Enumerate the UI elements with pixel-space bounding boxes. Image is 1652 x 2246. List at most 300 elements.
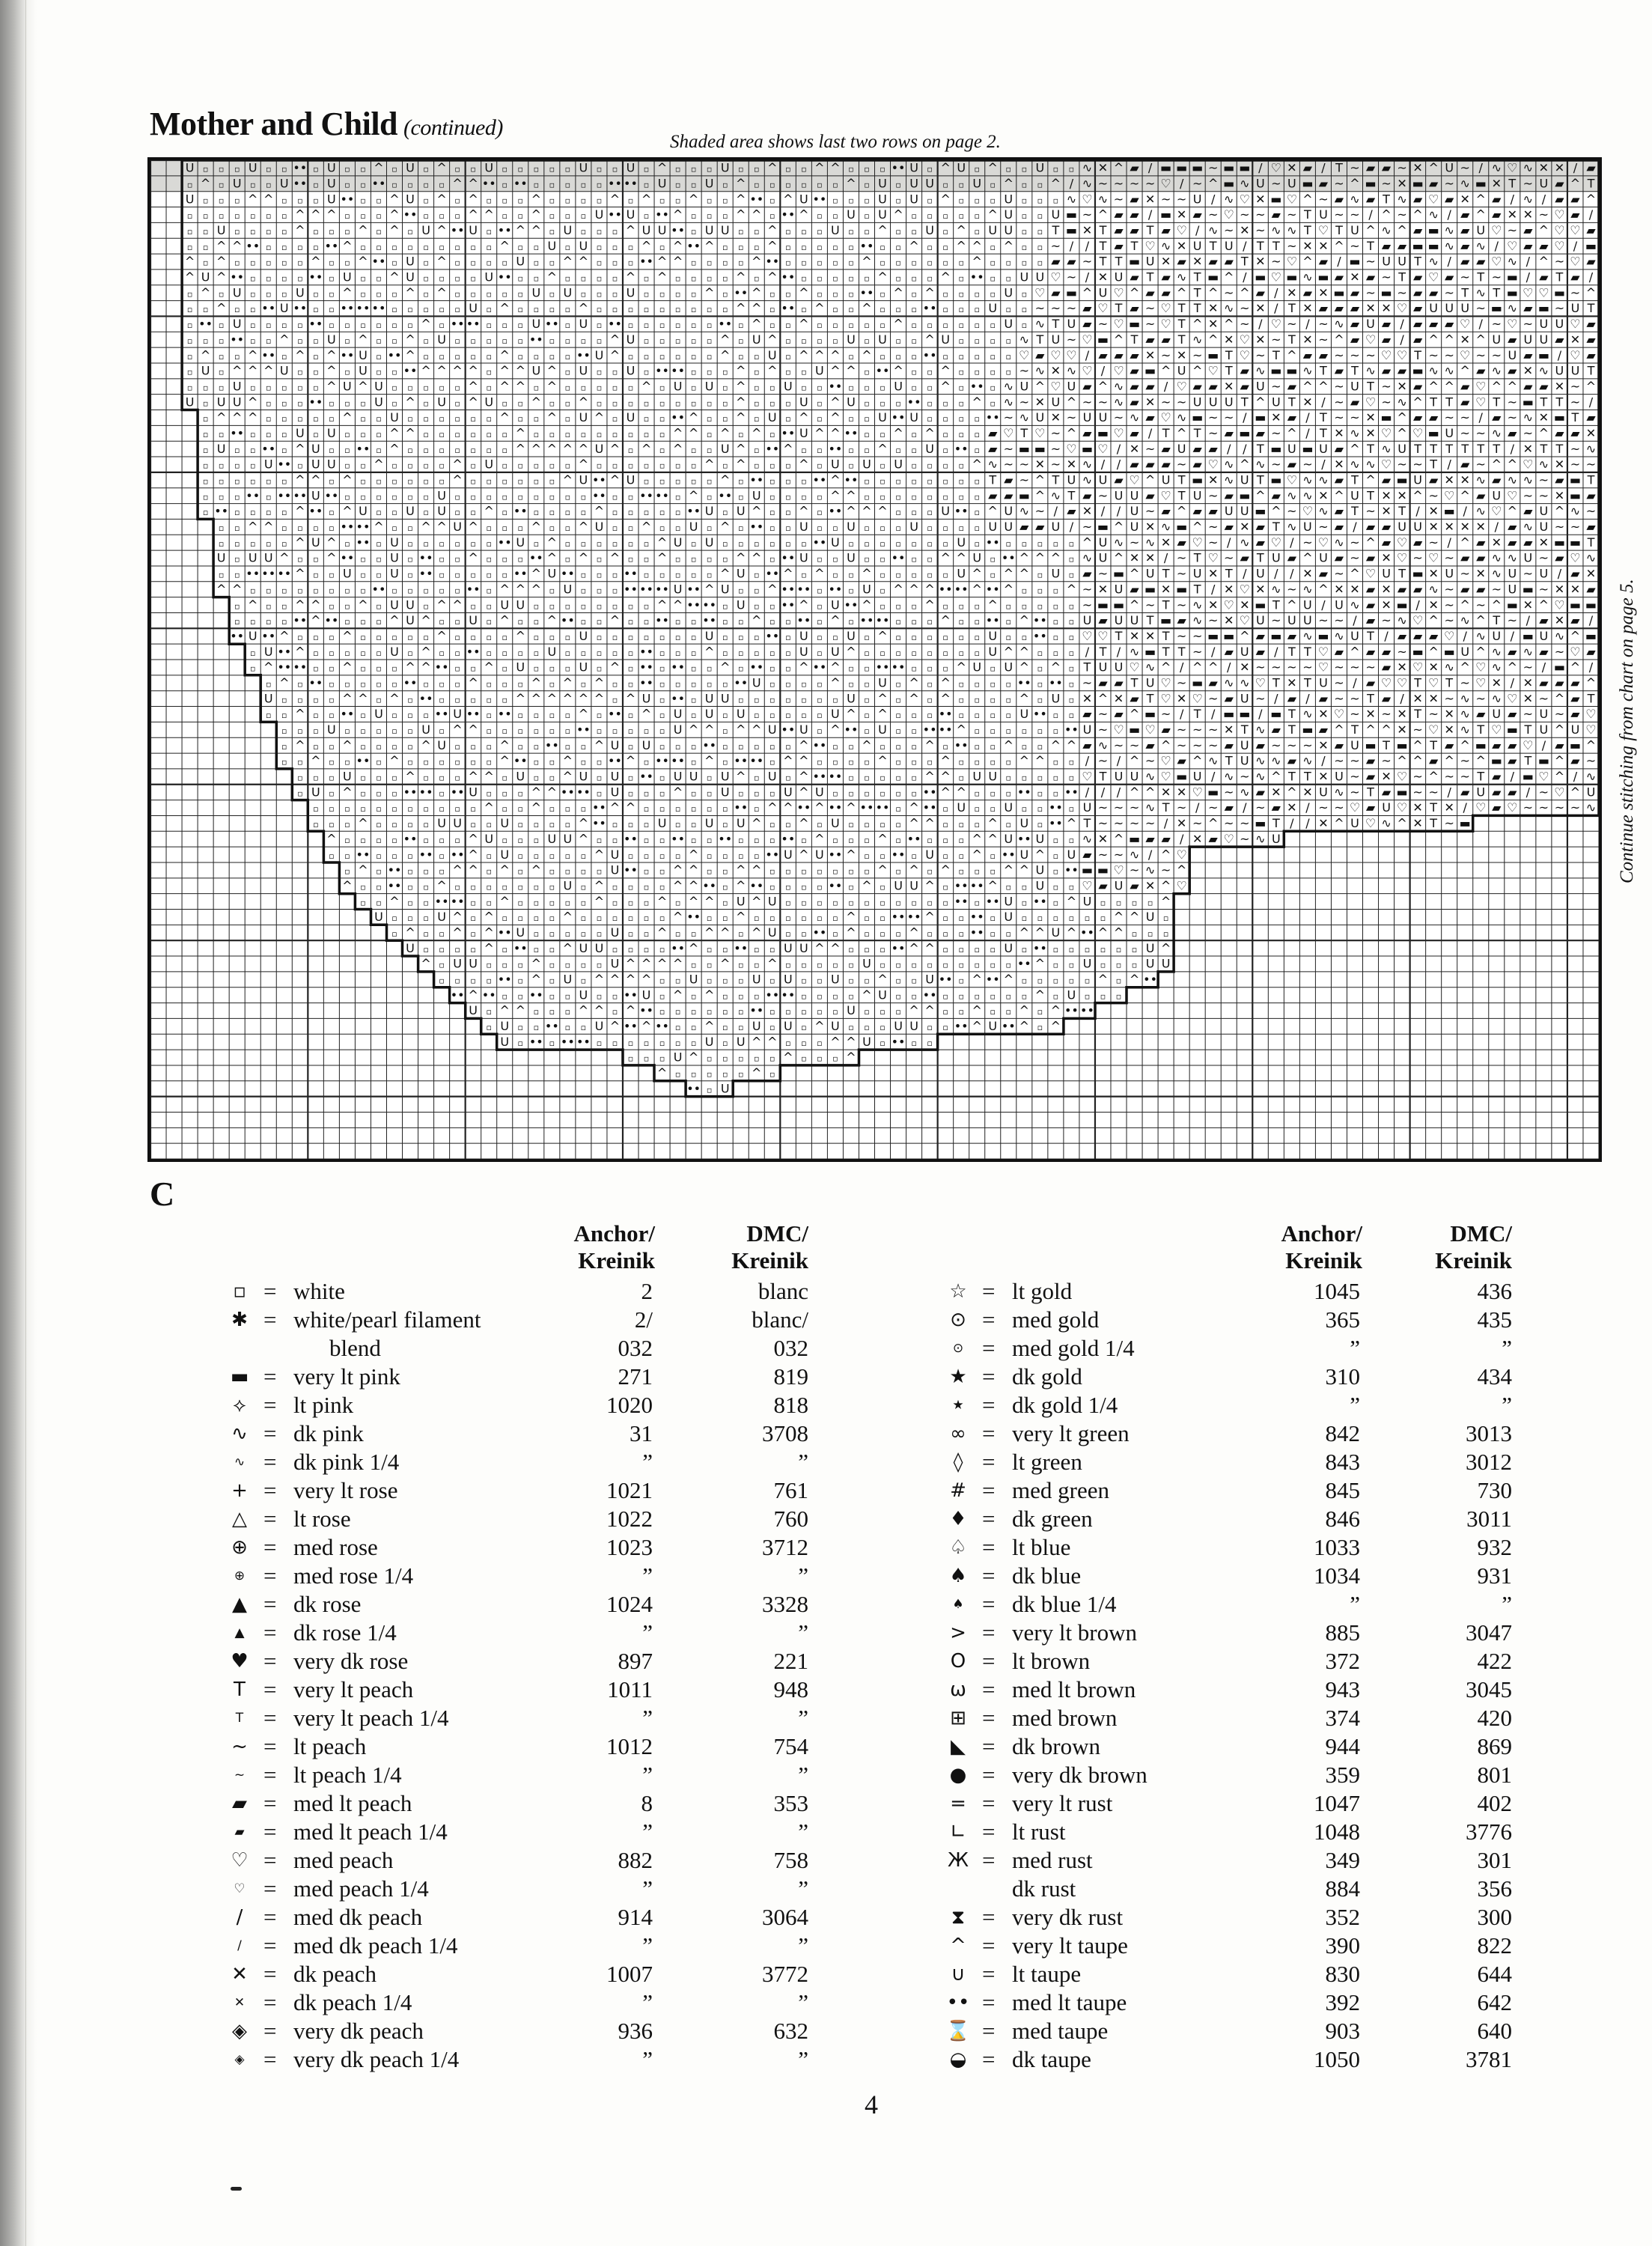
svg-text:U: U <box>579 987 588 1002</box>
svg-text:▫: ▫ <box>612 820 618 830</box>
svg-text:▫: ▫ <box>722 991 728 1002</box>
svg-text:▫: ▫ <box>754 695 760 705</box>
svg-text:^: ^ <box>1585 379 1597 394</box>
svg-text:^: ^ <box>877 831 888 846</box>
svg-text:▫: ▫ <box>580 570 587 580</box>
svg-text:▫: ▫ <box>549 804 555 815</box>
svg-text:U: U <box>689 972 698 987</box>
svg-text:▫: ▫ <box>1021 976 1028 986</box>
svg-text:▫: ▫ <box>502 663 508 674</box>
svg-text:♡: ♡ <box>1082 332 1093 347</box>
svg-text:▫: ▫ <box>880 1007 886 1017</box>
svg-text:U: U <box>626 332 635 347</box>
svg-text:▫: ▫ <box>360 570 366 580</box>
svg-text:U: U <box>799 520 808 535</box>
svg-text:U: U <box>594 520 604 535</box>
svg-text:~: ~ <box>1224 816 1234 831</box>
svg-text:▬: ▬ <box>1317 628 1329 643</box>
svg-text:^: ^ <box>909 1003 919 1018</box>
svg-text:~: ~ <box>1097 800 1109 815</box>
svg-text:♡: ♡ <box>1207 457 1219 472</box>
svg-text:∿: ∿ <box>1129 644 1140 659</box>
svg-text:••: •• <box>466 707 481 722</box>
svg-text:••: •• <box>356 520 371 535</box>
svg-text:^: ^ <box>752 613 762 628</box>
svg-text:▫: ▫ <box>297 383 303 393</box>
svg-text:▫: ▫ <box>754 648 760 658</box>
svg-text:▰: ▰ <box>1365 769 1376 784</box>
svg-text:▫: ▫ <box>880 960 886 970</box>
svg-text:U: U <box>579 238 588 253</box>
svg-text:U: U <box>311 441 320 456</box>
svg-text:••: •• <box>891 847 906 862</box>
svg-text:▫: ▫ <box>659 523 665 534</box>
svg-text:^: ^ <box>736 207 746 222</box>
svg-text:▫: ▫ <box>722 632 728 642</box>
svg-text:▫: ▫ <box>549 866 555 877</box>
svg-text:▰: ▰ <box>1208 504 1218 519</box>
svg-text:~: ~ <box>1334 691 1344 706</box>
svg-text:^: ^ <box>1397 425 1407 440</box>
svg-text:▫: ▫ <box>942 460 948 471</box>
dmc-number: 818 <box>773 1392 808 1418</box>
svg-text:^: ^ <box>846 910 856 925</box>
svg-text:▫: ▫ <box>864 944 870 955</box>
svg-text:~: ~ <box>1570 800 1581 815</box>
svg-text:▫: ▫ <box>439 445 445 455</box>
svg-text:▫: ▫ <box>958 414 964 424</box>
svg-text:▫: ▫ <box>1068 632 1075 642</box>
svg-text:^: ^ <box>1412 207 1423 222</box>
svg-text:▫: ▫ <box>659 289 665 299</box>
svg-text:^: ^ <box>1287 785 1297 800</box>
svg-text:▫: ▫ <box>880 242 886 252</box>
svg-text:/: / <box>1116 753 1121 768</box>
svg-text:~: ~ <box>1507 613 1518 628</box>
svg-text:^: ^ <box>924 737 935 752</box>
svg-text:^: ^ <box>358 816 368 831</box>
svg-text:✕: ✕ <box>1255 254 1266 269</box>
svg-text:/: / <box>1305 816 1310 831</box>
svg-text:~: ~ <box>1334 753 1344 768</box>
svg-text:▫: ▫ <box>1068 882 1075 892</box>
svg-text:▰: ▰ <box>1161 223 1171 238</box>
svg-text:▫: ▫ <box>549 351 555 362</box>
svg-text:♡: ♡ <box>1365 395 1377 410</box>
svg-text:✕: ✕ <box>1129 441 1140 456</box>
svg-text:U: U <box>263 550 273 565</box>
svg-text:▫: ▫ <box>360 195 366 206</box>
svg-text:▫: ▫ <box>407 570 413 580</box>
svg-text:^: ^ <box>1460 597 1470 612</box>
svg-text:▫: ▫ <box>627 242 634 252</box>
svg-text:▫: ▫ <box>864 976 870 986</box>
equals-sign: = <box>982 1762 996 1788</box>
svg-text:▫: ▫ <box>266 429 272 439</box>
svg-text:✕: ✕ <box>1428 691 1439 706</box>
svg-text:∿: ∿ <box>1003 379 1014 394</box>
svg-text:U: U <box>673 722 683 737</box>
svg-text:▰: ▰ <box>1334 550 1344 565</box>
svg-text:▰: ▰ <box>1492 785 1502 800</box>
svg-text:T: T <box>1083 660 1091 675</box>
svg-text:✕: ✕ <box>1160 254 1171 269</box>
svg-text:♡: ♡ <box>1380 425 1392 440</box>
svg-text:✕: ✕ <box>1444 520 1454 535</box>
svg-text:^: ^ <box>940 862 951 877</box>
svg-text:▫: ▫ <box>927 695 933 705</box>
svg-text:^: ^ <box>1066 894 1077 909</box>
svg-text:▫: ▫ <box>690 445 697 455</box>
svg-text:▰: ▰ <box>1145 285 1155 300</box>
svg-text:▰: ▰ <box>1539 270 1549 284</box>
svg-text:▫: ▫ <box>1037 1023 1043 1033</box>
svg-text:▫: ▫ <box>1021 258 1028 268</box>
svg-text:/: / <box>1211 192 1216 207</box>
svg-text:▫: ▫ <box>580 508 587 518</box>
svg-text:U: U <box>1130 613 1139 628</box>
svg-text:▫: ▫ <box>612 460 618 471</box>
svg-text:^: ^ <box>499 379 510 394</box>
svg-text:^: ^ <box>1034 472 1046 487</box>
svg-text:▫: ▫ <box>360 741 366 752</box>
color-name: med lt taupe <box>1012 1989 1127 2015</box>
svg-text:▫: ▫ <box>454 305 460 315</box>
svg-text:••: •• <box>450 987 465 1002</box>
svg-text:▰: ▰ <box>1570 425 1580 440</box>
svg-text:▫: ▫ <box>391 242 397 252</box>
svg-text:▫: ▫ <box>769 554 775 564</box>
svg-text:∿: ∿ <box>1302 472 1313 487</box>
svg-text:/: / <box>1384 628 1389 643</box>
svg-text:U: U <box>988 301 998 316</box>
svg-text:▫: ▫ <box>817 398 823 409</box>
svg-text:∿: ∿ <box>1255 831 1266 846</box>
svg-text:~: ~ <box>1585 504 1597 519</box>
key-row <box>225 1932 823 1960</box>
svg-text:✕: ✕ <box>1318 707 1329 722</box>
svg-text:~: ~ <box>1350 660 1360 675</box>
svg-text:▫: ▫ <box>706 554 713 564</box>
svg-text:▫: ▫ <box>329 788 335 799</box>
svg-text:▫: ▫ <box>911 710 917 721</box>
svg-text:▫: ▫ <box>281 398 287 409</box>
equals-icon: = <box>950 1792 966 1815</box>
svg-text:~: ~ <box>1350 535 1360 550</box>
svg-text:▫: ▫ <box>249 211 256 222</box>
svg-text:^: ^ <box>688 722 699 737</box>
svg-text:∿: ∿ <box>1224 457 1234 472</box>
svg-text:∿: ∿ <box>1475 504 1486 519</box>
svg-text:U: U <box>988 644 998 659</box>
svg-text:^: ^ <box>752 550 762 565</box>
svg-text:^: ^ <box>311 753 321 768</box>
svg-text:▫: ▫ <box>785 741 791 752</box>
svg-text:▬: ▬ <box>1255 504 1267 519</box>
svg-text:▫: ▫ <box>344 429 350 439</box>
svg-text:▫: ▫ <box>596 227 603 237</box>
svg-text:▫: ▫ <box>391 850 397 861</box>
boxed-diamond-small-icon: ◈ <box>234 2052 245 2067</box>
svg-text:▫: ▫ <box>596 617 603 627</box>
svg-text:••: •• <box>198 317 213 332</box>
svg-text:♡: ♡ <box>1207 550 1219 565</box>
svg-text:U: U <box>311 457 320 472</box>
svg-text:♡: ♡ <box>1427 192 1439 207</box>
svg-text:▫: ▫ <box>801 882 807 892</box>
svg-text:~: ~ <box>1224 223 1234 238</box>
svg-text:U: U <box>894 379 903 394</box>
svg-text:^: ^ <box>342 660 353 675</box>
svg-text:▫: ▫ <box>895 476 901 487</box>
svg-text:▰: ▰ <box>1051 254 1061 269</box>
svg-text:▰: ▰ <box>1192 207 1202 222</box>
svg-text:▫: ▫ <box>754 1053 760 1064</box>
svg-text:▫: ▫ <box>360 398 366 409</box>
svg-text:▬: ▬ <box>1537 301 1549 316</box>
svg-text:▫: ▫ <box>737 991 744 1002</box>
svg-text:▬: ▬ <box>1522 628 1534 643</box>
svg-text:▫: ▫ <box>517 398 524 409</box>
svg-text:▰: ▰ <box>1555 550 1564 565</box>
svg-text:▰: ▰ <box>1334 504 1344 519</box>
svg-text:▫: ▫ <box>895 898 901 908</box>
svg-text:~: ~ <box>1397 457 1407 472</box>
svg-text:^: ^ <box>736 363 746 378</box>
svg-text:▫: ▫ <box>769 523 775 534</box>
svg-text:▫: ▫ <box>596 960 603 970</box>
svg-text:^: ^ <box>1428 379 1439 394</box>
svg-text:▫: ▫ <box>942 991 948 1002</box>
svg-text:▫: ▫ <box>864 492 870 502</box>
svg-text:U: U <box>232 395 242 410</box>
svg-text:♡: ♡ <box>1113 722 1124 737</box>
svg-text:▫: ▫ <box>1052 976 1059 986</box>
svg-text:~: ~ <box>1570 395 1581 410</box>
svg-text:^: ^ <box>1207 332 1219 347</box>
svg-text:▫: ▫ <box>297 679 303 690</box>
svg-text:▫: ▫ <box>486 227 492 237</box>
svg-text:▫: ▫ <box>329 570 335 580</box>
svg-text:▫: ▫ <box>486 242 492 252</box>
equals-sign: = <box>263 1506 277 1532</box>
svg-text:▫: ▫ <box>454 882 460 892</box>
svg-text:▫: ▫ <box>297 554 303 564</box>
svg-text:^: ^ <box>719 332 731 347</box>
svg-text:▫: ▫ <box>596 773 603 783</box>
svg-text:▫: ▫ <box>769 1007 775 1017</box>
svg-text:/: / <box>1069 238 1074 253</box>
key-row <box>943 1732 1542 1761</box>
svg-text:▫: ▫ <box>706 492 713 502</box>
svg-text:▫: ▫ <box>942 663 948 674</box>
svg-text:▫: ▫ <box>517 1038 524 1048</box>
svg-text:▫: ▫ <box>249 305 256 315</box>
svg-text:U: U <box>343 270 352 284</box>
svg-text:▫: ▫ <box>202 508 209 518</box>
svg-text:▰: ▰ <box>1224 737 1234 752</box>
svg-text:▫: ▫ <box>376 601 382 612</box>
svg-text:▫: ▫ <box>737 585 744 596</box>
svg-text:~: ~ <box>1460 425 1470 440</box>
svg-text:▫: ▫ <box>329 273 335 284</box>
svg-text:▫: ▫ <box>297 585 303 596</box>
svg-text:/: / <box>1085 753 1090 768</box>
svg-text:▫: ▫ <box>281 476 287 487</box>
caret-icon: ^ <box>950 1935 966 1957</box>
svg-text:▫: ▫ <box>470 414 476 424</box>
svg-text:▫: ▫ <box>612 1007 618 1017</box>
svg-text:▫: ▫ <box>974 866 980 877</box>
svg-text:∿: ∿ <box>1302 270 1313 284</box>
svg-text:▰: ▰ <box>1130 425 1139 440</box>
svg-text:▫: ▫ <box>266 211 272 222</box>
svg-text:▫: ▫ <box>249 227 256 237</box>
svg-text:^: ^ <box>625 691 636 706</box>
svg-text:▫: ▫ <box>817 960 823 970</box>
svg-text:▫: ▫ <box>832 788 838 799</box>
svg-text:••: •• <box>859 285 874 300</box>
svg-text:▬: ▬ <box>1097 520 1109 535</box>
svg-text:••: •• <box>686 504 701 519</box>
svg-text:••: •• <box>891 910 906 925</box>
svg-text:^: ^ <box>1207 176 1219 191</box>
svg-text:▫: ▫ <box>218 460 225 471</box>
svg-text:▫: ▫ <box>927 679 933 690</box>
svg-text:^: ^ <box>594 878 605 893</box>
svg-text:/: / <box>1321 753 1326 768</box>
svg-text:♡: ♡ <box>1491 722 1502 737</box>
svg-text:▫: ▫ <box>674 523 681 534</box>
svg-text:▰: ▰ <box>1082 425 1092 440</box>
svg-text:U: U <box>327 192 336 207</box>
svg-text:^: ^ <box>956 722 966 737</box>
svg-text:▫: ▫ <box>801 1053 807 1064</box>
diamond-dots-icon: ⟡ <box>233 1394 246 1416</box>
svg-text:••: •• <box>576 785 591 800</box>
svg-text:▰: ▰ <box>1492 410 1502 425</box>
svg-text:U: U <box>1035 862 1045 877</box>
svg-text:▫: ▫ <box>344 757 350 767</box>
svg-text:~: ~ <box>1176 675 1187 690</box>
svg-text:▫: ▫ <box>502 195 508 206</box>
svg-text:••: •• <box>1017 956 1031 971</box>
svg-text:▬: ▬ <box>1192 675 1204 690</box>
svg-text:▰: ▰ <box>1145 488 1155 503</box>
svg-text:~: ~ <box>1066 410 1077 425</box>
svg-text:▫: ▫ <box>722 1053 728 1064</box>
svg-text:U: U <box>767 894 777 909</box>
svg-text:▫: ▫ <box>754 460 760 471</box>
svg-text:▫: ▫ <box>612 913 618 924</box>
svg-text:••: •• <box>608 207 622 222</box>
key-row <box>225 1590 823 1619</box>
svg-text:~: ~ <box>1507 395 1518 410</box>
svg-text:U: U <box>1082 800 1092 815</box>
svg-text:^: ^ <box>562 753 573 768</box>
svg-text:^: ^ <box>924 816 935 831</box>
svg-text:^: ^ <box>578 254 589 269</box>
svg-text:^: ^ <box>1240 285 1250 300</box>
svg-text:^: ^ <box>484 660 494 675</box>
svg-text:^: ^ <box>719 956 731 971</box>
dmc-number: 644 <box>1477 1961 1512 1987</box>
svg-text:▫: ▫ <box>1021 991 1028 1002</box>
svg-text:^: ^ <box>625 270 636 284</box>
svg-text:▫: ▫ <box>486 289 492 299</box>
svg-text:▰: ▰ <box>1570 270 1580 284</box>
svg-text:▫: ▫ <box>344 866 350 877</box>
svg-text:▰: ▰ <box>1555 737 1564 752</box>
svg-text:~: ~ <box>1160 707 1171 722</box>
svg-text:∿: ∿ <box>1428 363 1439 378</box>
svg-text:~: ~ <box>1444 410 1454 425</box>
svg-text:▫: ▫ <box>927 1023 933 1033</box>
svg-text:▫: ▫ <box>880 1023 886 1033</box>
svg-text:^: ^ <box>1034 847 1046 862</box>
svg-text:▫: ▫ <box>344 585 350 596</box>
equals-sign: = <box>263 1705 277 1731</box>
svg-text:▫: ▫ <box>281 164 287 174</box>
svg-text:▰: ▰ <box>1287 753 1297 768</box>
svg-text:▫: ▫ <box>186 305 193 315</box>
svg-text:••: •• <box>1001 1019 1016 1034</box>
svg-text:T: T <box>1508 176 1517 191</box>
svg-text:^: ^ <box>1538 597 1549 612</box>
svg-text:∿: ∿ <box>1255 363 1266 378</box>
svg-text:U: U <box>1287 176 1296 191</box>
svg-text:~: ~ <box>1082 582 1093 597</box>
svg-text:▫: ▫ <box>612 414 618 424</box>
svg-text:▫: ▫ <box>580 882 587 892</box>
svg-text:▰: ▰ <box>1508 785 1517 800</box>
svg-text:▫: ▫ <box>1052 585 1059 596</box>
svg-text:^: ^ <box>531 441 542 456</box>
svg-text:U: U <box>862 457 871 472</box>
svg-text:U: U <box>1161 956 1171 971</box>
svg-text:^: ^ <box>877 628 888 643</box>
svg-text:▫: ▫ <box>218 476 225 487</box>
svg-text:▫: ▫ <box>974 211 980 222</box>
svg-text:▫: ▫ <box>407 180 413 190</box>
svg-text:T: T <box>1430 800 1438 815</box>
svg-text:▫: ▫ <box>911 460 917 471</box>
svg-text:^: ^ <box>704 894 715 909</box>
svg-text:▫: ▫ <box>927 476 933 487</box>
svg-text:U: U <box>1114 878 1124 893</box>
key-row <box>225 1562 823 1590</box>
svg-text:▫: ▫ <box>596 305 603 315</box>
svg-text:^: ^ <box>531 223 542 238</box>
svg-text:••: •• <box>718 488 733 503</box>
svg-text:▫: ▫ <box>785 1038 791 1048</box>
svg-text:U: U <box>484 395 494 410</box>
svg-text:U: U <box>925 441 934 456</box>
svg-text:▰: ▰ <box>1082 379 1092 394</box>
svg-text:~: ~ <box>1129 176 1140 191</box>
svg-text:••: •• <box>1048 675 1063 690</box>
svg-text:♡: ♡ <box>1097 628 1109 643</box>
svg-text:▫: ▫ <box>376 335 382 346</box>
svg-text:▫: ▫ <box>974 898 980 908</box>
svg-text:▫: ▫ <box>564 398 571 409</box>
svg-text:U: U <box>1508 582 1517 597</box>
svg-text:▫: ▫ <box>329 476 335 487</box>
svg-text:▫: ▫ <box>817 617 823 627</box>
svg-text:U: U <box>1319 785 1328 800</box>
svg-text:▰: ▰ <box>1508 753 1517 768</box>
svg-text:U: U <box>736 597 746 612</box>
